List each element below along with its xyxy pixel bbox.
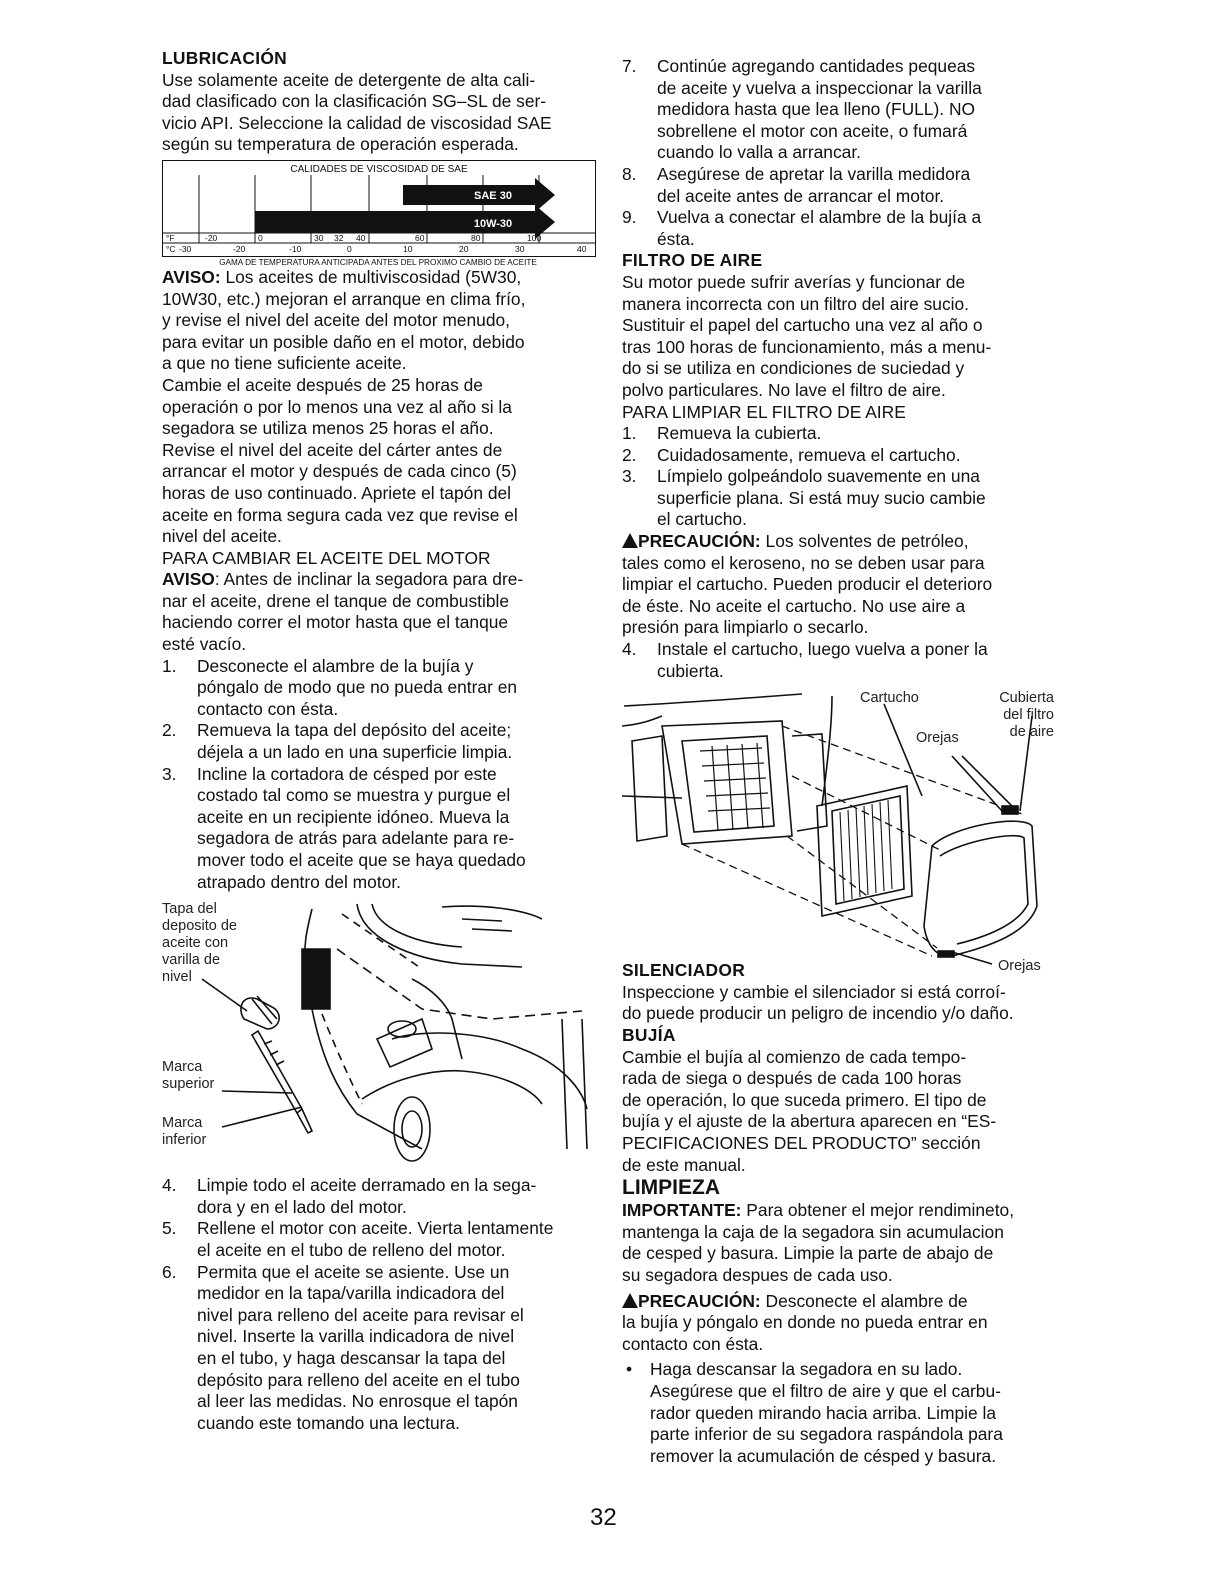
aviso1-block [162, 267, 596, 375]
text-line: mantenga la caja de la segadora sin acumulacion [622, 1221, 1004, 1242]
precaucion1-block [622, 531, 1054, 639]
c-unit: °C [166, 243, 176, 254]
text-line: medidor en la tapa/varilla indicadora del [197, 1283, 505, 1304]
text-line: de operación, lo que suceda primero. El tipo de [622, 1089, 987, 1110]
text-line: superficie plana. Si está muy sucio cambie [657, 487, 986, 508]
label-line: aceite con [162, 935, 229, 952]
page-number: 32 [590, 1504, 617, 1531]
f-tick: 0 [258, 232, 263, 243]
limpieza-text [622, 1200, 1054, 1286]
c-tick: -30 [179, 243, 192, 254]
step-number: 1. [622, 423, 637, 444]
label-line: de aire [1009, 724, 1054, 741]
text-line: dora y en el lado del motor. [197, 1196, 407, 1217]
text-line: haciendo correr el motor hasta que el tanque [162, 612, 509, 633]
label-line: inferior [162, 1132, 207, 1149]
text-line: tras 100 horas de funcionamiento, más a menu- [622, 336, 992, 357]
text-line: Cambie el aceite después de 25 horas de [162, 374, 483, 395]
f-tick: 40 [356, 232, 366, 243]
label-line: nivel [162, 969, 192, 986]
lubricacion-text [162, 70, 596, 156]
f-tick: 60 [415, 232, 425, 243]
f-tick: -20 [205, 232, 218, 243]
text-line: cuando este tomando una lectura. [197, 1412, 460, 1433]
step-number: 3. [162, 763, 177, 784]
text-line: contacto con ésta. [622, 1333, 764, 1354]
list-item [622, 423, 1054, 445]
aviso2-block [162, 569, 596, 655]
label-line: varilla de [162, 952, 221, 969]
text-line: Los aceites de multiviscosidad (5W30, [220, 266, 522, 287]
text-line: Haga descansar la segadora en su lado. [650, 1359, 963, 1380]
text-line: horas de uso continuado. Apriete el tapón del [162, 482, 512, 503]
step-number: 2. [162, 720, 177, 741]
importante-label: IMPORTANTE: [622, 1200, 742, 1221]
label-tapa [162, 901, 237, 986]
text-line: el cartucho. [657, 509, 747, 530]
text-line: manera incorrecta con un filtro del aire sucio. [622, 293, 970, 314]
step-number: 7. [622, 56, 637, 76]
section-heading-filtro: FILTRO DE AIRE [622, 250, 763, 271]
chart-footer: GAMA DE TEMPERATURA ANTICIPADA ANTES DEL PROXIMO CAMBIO DE ACEITE [219, 258, 537, 267]
text-line: parte inferior de su segadora raspándola para [650, 1424, 1003, 1445]
aviso-label: AVISO [162, 569, 215, 590]
text-line: : Antes de inclinar la segadora para dre- [214, 569, 524, 590]
f-tick: 100 [527, 232, 542, 243]
warning-icon [622, 533, 638, 548]
label-marca-inferior [162, 1115, 206, 1149]
f-tick: 32 [334, 232, 344, 243]
text-line: operación o por lo menos una vez al año si la [162, 396, 512, 417]
text-line: Inspeccione y cambie el silenciador si está corroí- [622, 981, 1006, 1002]
text-line: Límpielo golpeándolo suavemente en una [657, 466, 980, 487]
text-line: segadora de atrás para adelante para re- [197, 828, 515, 849]
label-cubierta [984, 690, 1054, 741]
label-line: Tapa del [162, 901, 217, 918]
text-line: remover la acumulación de césped y basura. [650, 1445, 997, 1466]
text-line: Cuidadosamente, remueva el cartucho. [657, 444, 961, 465]
section-heading-silenciador: SILENCIADOR [622, 960, 746, 981]
list-item [622, 639, 1054, 682]
list-item [622, 56, 1054, 164]
text-line: segadora se utiliza menos 25 horas el año. [162, 418, 494, 439]
sae30-label: SAE 30 [474, 189, 512, 202]
text-line: atrapado dentro del motor. [197, 871, 401, 892]
text-line: do si se utiliza en condiciones de suciedad y [622, 358, 965, 379]
section-heading-limpieza: LIMPIEZA [622, 1176, 720, 1200]
step-number: 2. [622, 444, 637, 465]
list-item [162, 1218, 596, 1261]
text-line: Use solamente aceite de detergente de alta cali- [162, 69, 536, 90]
bullet-list [622, 1359, 1054, 1467]
warning-icon [622, 1293, 638, 1308]
text-line: de este manual. [622, 1154, 746, 1175]
list-item [622, 466, 1054, 531]
list-item [622, 164, 1054, 207]
list-item [162, 720, 596, 763]
f-unit: °F [166, 232, 175, 243]
text-line: la bujía y póngalo en donde no pueda entrar en [622, 1312, 988, 1333]
text-line: déjela a un lado en una superficie limpia. [197, 742, 513, 763]
precaucion2-block [622, 1291, 1054, 1356]
step-number: 4. [622, 639, 637, 660]
text-line: su segadora despues de cada uso. [622, 1264, 893, 1285]
text-line: arrancar el motor y después de cada cinco (5) [162, 461, 517, 482]
text-line: depósito para relleno del aceite en el tubo [197, 1369, 520, 1390]
step-number: 5. [162, 1218, 177, 1239]
text-line: polvo particulares. No lave el filtro de aire. [622, 379, 946, 400]
precaucion-label: PRECAUCIÓN: [638, 531, 761, 552]
viscosity-chart [162, 160, 596, 257]
text-line: Su motor puede sufrir averías y funcionar de [622, 271, 966, 292]
text-line: nivel del aceite. [162, 526, 282, 547]
bujia-text [622, 1047, 1054, 1177]
step-number: 9. [622, 207, 637, 228]
c-tick: 20 [459, 243, 469, 254]
text-line: costado tal como se muestra y purgue el [197, 785, 511, 806]
label-cartucho: Cartucho [860, 690, 919, 707]
label-line: Cubierta [999, 690, 1054, 707]
silenciador-text [622, 982, 1054, 1025]
filtro-text [622, 272, 1054, 423]
text-line: aceite en un recipiente idóneo. Mueva la [197, 806, 510, 827]
text-line: mover todo el aceite que se haya quedado [197, 850, 526, 870]
steps-list-c [622, 56, 1054, 250]
text-line: limpiar el cartucho. Pueden producir el deterioro [622, 574, 993, 595]
text-line: presión para limpiarlo o secarlo. [622, 617, 869, 638]
dipstick-figure [162, 899, 596, 1167]
label-line: Marca [162, 1059, 203, 1076]
c-tick: 40 [577, 243, 587, 254]
list-item [622, 1359, 1054, 1467]
text-line: do puede producir un peligro de incendio y/o daño. [622, 1003, 1014, 1024]
text-line: Sustituir el papel del cartucho una vez al año o [622, 315, 983, 336]
list-item [622, 207, 1054, 250]
text-line: según su temperatura de operación esperada. [162, 134, 519, 155]
text-line: nar el aceite, drene el tanque de combustible [162, 590, 510, 611]
c-tick: 10 [403, 243, 413, 254]
text-line: el aceite en el tubo de relleno del motor. [197, 1239, 506, 1260]
list-item [162, 1262, 596, 1435]
steps-list-b [162, 1175, 596, 1434]
text-line: contacto con ésta. [197, 698, 339, 719]
label-orejas-bottom: Orejas [998, 958, 1041, 975]
text-line: bujía y el ajuste de la abertura aparecen en “ES- [622, 1111, 997, 1132]
cambie-block [162, 375, 596, 548]
text-line: Desconecte el alambre de la bujía y [197, 655, 474, 676]
label-line: superior [162, 1076, 215, 1093]
text-line: póngalo de modo que no pueda entrar en [197, 677, 518, 698]
text-line: Vuelva a conectar el alambre de la bujía a [657, 207, 982, 228]
right-column [622, 56, 1054, 1467]
f-tick: 30 [314, 232, 324, 243]
text-line: Limpie todo el aceite derramado en la sega- [197, 1175, 537, 1196]
text-line: ésta. [657, 228, 695, 249]
text-line: aceite en forma segura cada vez que revise el [162, 504, 518, 525]
text-line: rador queden mirando hacia arriba. Limpie la [650, 1402, 997, 1423]
aviso-label: AVISO: [162, 266, 221, 287]
list-item [622, 445, 1054, 467]
text-line: Permita que el aceite se asiente. Use un [197, 1261, 510, 1282]
text-line: Continúe agregando cantidades pequeas [657, 56, 976, 76]
text-line: Remueva la cubierta. [657, 423, 822, 444]
text-line: 10W30, etc.) mejoran el arranque en clima frío, [162, 288, 526, 309]
c-tick: -20 [233, 243, 246, 254]
f-tick: 80 [471, 232, 481, 243]
text-line: al leer las medidas. No enrosque el tapón [197, 1391, 518, 1412]
c-tick: -10 [289, 243, 302, 254]
10w30-label: 10W-30 [473, 217, 513, 230]
text-line: de éste. No aceite el cartucho. No use aire a [622, 595, 966, 616]
list-item [162, 764, 596, 894]
step-number: 6. [162, 1261, 177, 1282]
text-line: Desconecte el alambre de [760, 1290, 968, 1311]
label-marca-superior [162, 1059, 214, 1093]
bullet-icon: • [626, 1359, 633, 1380]
precaucion-label: PRECAUCIÓN: [638, 1290, 761, 1311]
c-tick: 0 [347, 243, 352, 254]
text-line: y revise el nivel del aceite del motor menudo, [162, 310, 510, 331]
step-number: 8. [622, 163, 637, 184]
air-filter-figure [622, 686, 1054, 978]
text-line: cubierta. [657, 660, 724, 681]
text-line: Incline la cortadora de césped por este [197, 763, 497, 784]
subheading-para-cambiar: PARA CAMBIAR EL ACEITE DEL MOTOR [162, 547, 491, 568]
text-line: cuando lo valla a arrancar. [657, 142, 861, 163]
text-line: del aceite antes de arrancar el motor. [657, 185, 945, 206]
c-tick: 30 [515, 243, 525, 254]
label-line: deposito de [162, 918, 237, 935]
text-line: nivel para relleno del aceite para revisar el [197, 1304, 524, 1325]
left-column [162, 48, 596, 1434]
steps-list-a [162, 656, 596, 894]
text-line: medidora hasta que lea lleno (FULL). NO [657, 99, 976, 120]
text-line: de aceite y vuelva a inspeccionar la varilla [657, 77, 982, 98]
text-line: vicio API. Seleccione la calidad de viscosidad SAE [162, 112, 552, 133]
steps-list-e [622, 639, 1054, 682]
text-line: para evitar un posible daño en el motor, debido [162, 331, 525, 352]
text-line: en el tubo, y haga descansar la tapa del [197, 1347, 506, 1368]
text-line: esté vacío. [162, 634, 247, 655]
text-line: Cambie el bujía al comienzo de cada tempo- [622, 1046, 967, 1067]
text-line: Asegúrese de apretar la varilla medidora [657, 163, 971, 184]
text-line: sobrellene el motor con aceite, o fumará [657, 120, 968, 141]
label-orejas: Orejas [916, 730, 959, 747]
text-line: a que no tiene suficiente aceite. [162, 353, 407, 374]
label-line: Marca [162, 1115, 203, 1132]
text-line: Remueva la tapa del depósito del aceite; [197, 720, 512, 741]
chart-title: CALIDADES DE VISCOSIDAD DE SAE [290, 163, 468, 175]
chart-graphic [163, 161, 595, 256]
text-line: nivel. Inserte la varilla indicadora de nivel [197, 1326, 515, 1347]
text-line: dad clasificado con la clasificación SG–SL de ser- [162, 91, 547, 112]
label-line: del filtro [1003, 707, 1054, 724]
step-number: 3. [622, 466, 637, 487]
text-line: Instale el cartucho, luego vuelva a poner la [657, 639, 988, 660]
step-number: 1. [162, 655, 177, 676]
text-line: Asegúrese que el filtro de aire y que el carbu- [650, 1380, 1001, 1401]
section-heading-lubricacion: LUBRICACIÓN [162, 48, 288, 68]
text-line: PECIFICACIONES DEL PRODUCTO” sección [622, 1132, 981, 1153]
steps-list-d [622, 423, 1054, 531]
subheading-para-limpiar: PARA LIMPIAR EL FILTRO DE AIRE [622, 401, 906, 422]
text-line: de cesped y basura. Limpie la parte de abajo de [622, 1243, 994, 1264]
text-line: rada de siega o después de cada 100 horas [622, 1068, 962, 1089]
text-line: Revise el nivel del aceite del cárter antes de [162, 439, 503, 460]
list-item [162, 656, 596, 721]
step-number: 4. [162, 1175, 177, 1196]
text-line: tales como el keroseno, no se deben usar para [622, 552, 985, 573]
section-heading-bujia: BUJÍA [622, 1025, 676, 1045]
text-line: Los solventes de petróleo, [760, 531, 969, 552]
text-line: Rellene el motor con aceite. Vierta lentamente [197, 1218, 554, 1239]
list-item [162, 1175, 596, 1218]
text-line: Para obtener el mejor rendimineto, [741, 1200, 1015, 1221]
